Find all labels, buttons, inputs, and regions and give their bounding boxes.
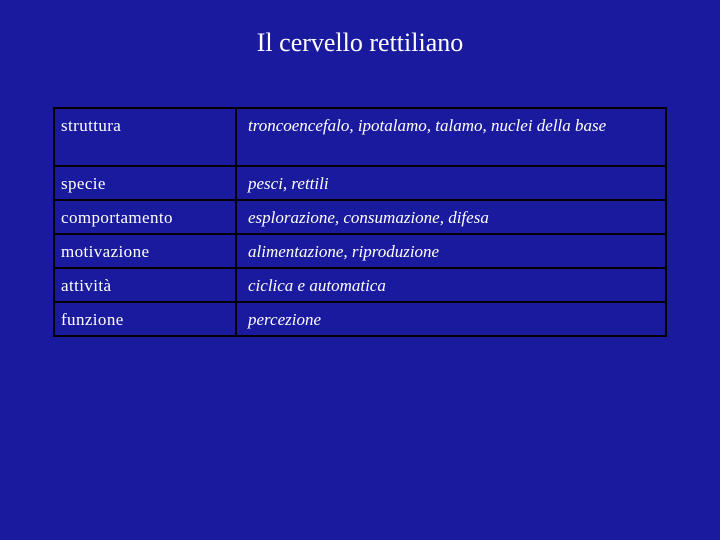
table-cell-value: pesci, rettili (236, 166, 666, 200)
table-row-struttura (54, 108, 666, 166)
properties-table (53, 107, 667, 337)
table-cell-value: troncoencefalo, ipotalamo, talamo, nuclei della base (236, 108, 666, 166)
table-cell-label: attività (54, 268, 236, 302)
table-cell-label: struttura (54, 108, 236, 166)
table-row-specie (54, 166, 666, 200)
table-cell-label: funzione (54, 302, 236, 336)
table-cell-label: comportamento (54, 200, 236, 234)
table-row-attivita (54, 268, 666, 302)
properties-table-container (53, 107, 667, 337)
table-row-comportamento (54, 200, 666, 234)
table-cell-label: specie (54, 166, 236, 200)
table-row-funzione (54, 302, 666, 336)
table-cell-label: motivazione (54, 234, 236, 268)
table-cell-value: percezione (236, 302, 666, 336)
table-cell-value: esplorazione, consumazione, difesa (236, 200, 666, 234)
table-row-motivazione (54, 234, 666, 268)
table-cell-value: ciclica e automatica (236, 268, 666, 302)
table-cell-value: alimentazione, riproduzione (236, 234, 666, 268)
slide-title: Il cervello rettiliano (256, 28, 464, 57)
